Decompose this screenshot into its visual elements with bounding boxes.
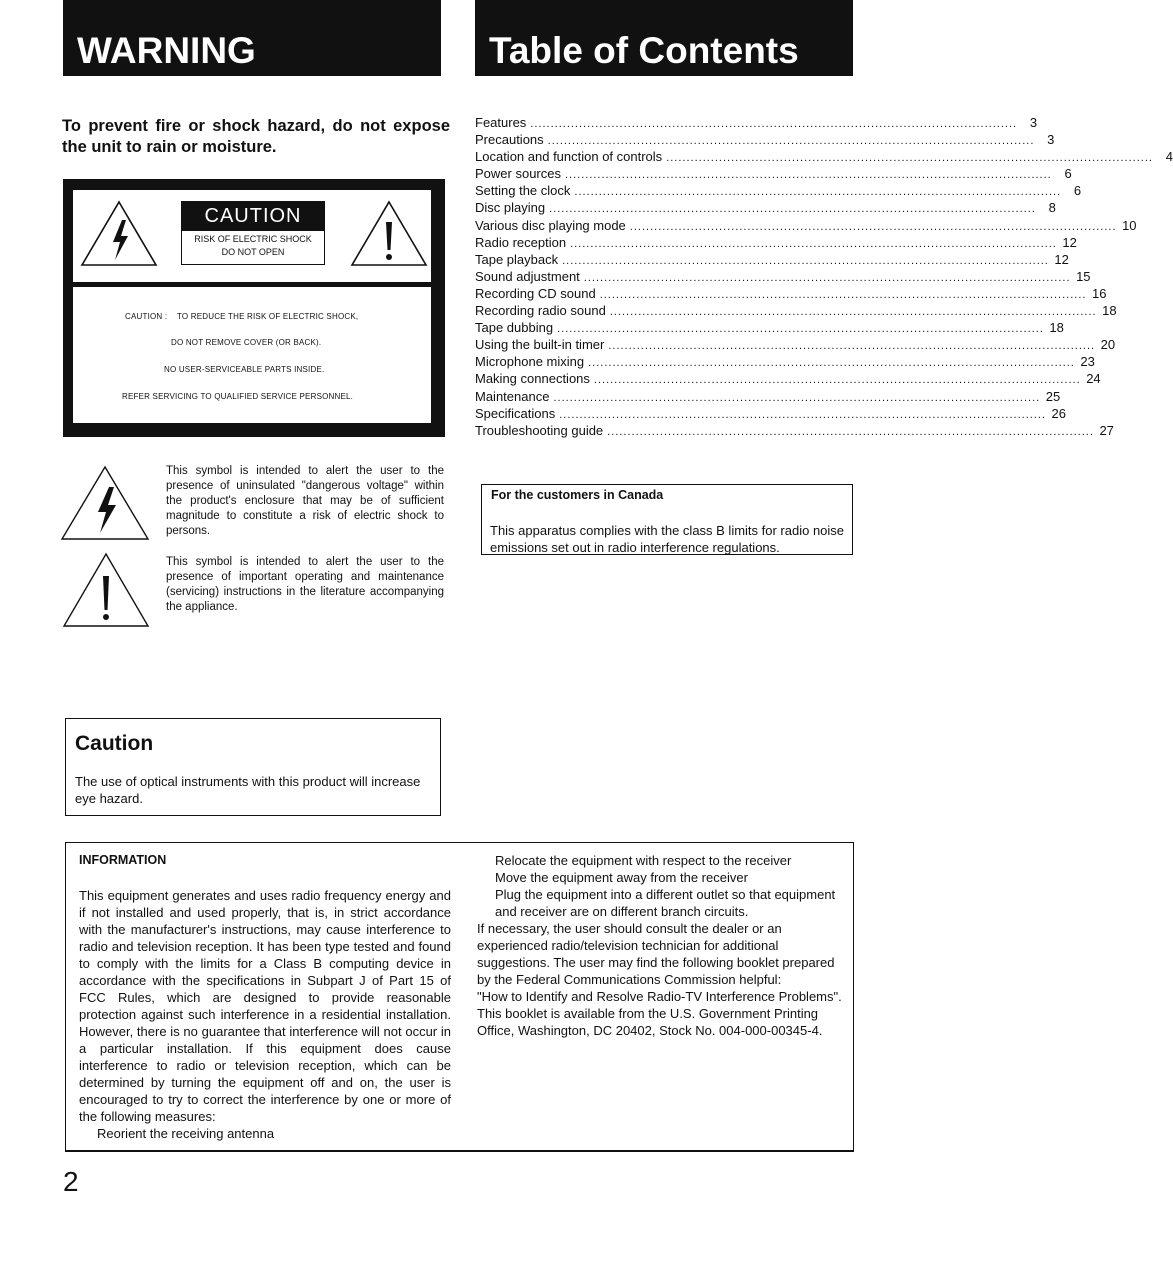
caution-title-box: CAUTION [181,201,325,231]
toc-item-page: 23 [1080,354,1095,370]
toc-item [475,115,1038,132]
caution-title: Caution [75,732,154,755]
information-advice: If necessary, the user should consult the dealer or an experienced radio/television technician for additional suggestions. The user may find the following booklet prepared by the Federal Communications Commission helpful: [477,921,835,987]
toc-item-page: 10 [1122,217,1137,233]
toc-item [475,371,1101,388]
toc-item-page: 15 [1076,268,1091,284]
toc-item [475,354,1095,371]
toc-item-page: 12 [1054,251,1069,267]
toc-item-leader: ........................................................................................................................ [570,237,1057,250]
toc-item-label: Recording radio sound [475,303,606,319]
information-left-column [79,887,451,1142]
toc-item-label: Disc playing [475,200,546,216]
toc-item [475,149,1173,166]
caution-body: The use of optical instruments with this product will increase eye hazard. [75,774,421,806]
symbol1-description: This symbol is intended to alert the user to the presence of uninsulated "dangerous voltage" within the product's enclosure that may be of sufficient magnitude to constitute a risk of electric shock to persons. [166,465,444,537]
information-title: INFORMATION [79,853,167,867]
toc-item-page: 18 [1049,320,1064,336]
label-line-1-text: TO REDUCE THE RISK OF ELECTRIC SHOCK, [176,312,359,321]
toc-item-page: 12 [1062,234,1077,250]
page-number: 2 [63,1166,79,1197]
caution-label-bottom [73,287,431,423]
lightning-symbol-icon [60,465,150,541]
toc-item-page: 16 [1091,285,1107,301]
toc-item-label: Microphone mixing [475,354,585,370]
warning-lead: To prevent fire or shock hazard, do not expose the unit to rain or moisture. [62,117,450,156]
toc-item [475,200,1056,217]
toc-item [475,320,1064,337]
toc-item-leader: ........................................................................................................................ [629,220,1117,233]
toc-item-label: Radio reception [475,234,567,250]
toc-item-page: 4 [1165,149,1173,165]
label-line-4: REFER SERVICING TO QUALIFIED SERVICE PERSONNEL. [122,392,354,401]
toc-item [475,337,1116,354]
toc-item-leader: ........................................................................................................................ [608,340,1096,353]
toc-item-leader: ........................................................................................................................ [547,135,1035,148]
measure-2: Relocate the equipment with respect to the receiver [495,853,792,868]
canada-title: For the customers in Canada [491,488,664,502]
exclamation-symbol-icon [62,552,150,628]
toc-item [475,234,1077,252]
toc-item-leader: ........................................................................................................................ [593,374,1081,387]
measure-1: Reorient the receiving antenna [97,1126,275,1141]
toc-item-page: 3 [1047,132,1055,148]
lightning-triangle-icon [80,200,158,268]
toc-item [475,303,1117,320]
toc-item-page: 26 [1051,405,1066,421]
toc-item [475,217,1137,235]
toc-item-leader: ........................................................................................................................ [574,186,1062,199]
toc-item-label: Various disc playing mode [475,217,626,233]
toc-item-label: Precautions [475,132,544,148]
toc-item [475,285,1107,303]
toc-item-page: 6 [1073,183,1082,199]
label-line-1 [125,312,358,321]
toc-list [475,115,1173,440]
toc-item-page: 8 [1048,200,1056,216]
toc-item-page: 24 [1086,371,1101,387]
toc-item-leader: ........................................................................................................................ [666,152,1153,165]
toc-item-leader: ........................................................................................................................ [559,408,1046,421]
exclamation-triangle-icon [350,200,428,268]
toc-heading: Table of Contents [475,0,853,76]
warning-heading: WARNING [63,0,441,76]
label-line-2: DO NOT REMOVE COVER (OR BACK). [171,338,322,347]
toc-item-label: Power sources [475,166,561,182]
information-paragraph: This equipment generates and uses radio frequency energy and if not installed and used properly, that is, in strict accordance with the manufacturer's instructions, may cause interference to radio and television reception. It has been type tested and found to comply with the limits for a Class B computing device in accordance with the specifications in Subpart J of Part 15 of FCC Rules, which are designed to provide reasonable protection against such interference in a residential installation. However, there is no guarantee that interference will not occur in a particular installation. If this equipment does cause interference to radio or television reception, which can be determined by turning the equipment off and on, the user is encouraged to try to correct the interference by one or more of the following measures: [79,888,451,1124]
toc-item-leader: ........................................................................................................................ [562,254,1049,267]
toc-item-leader: ........................................................................................................................ [609,306,1097,319]
toc-item-page: 18 [1102,303,1117,319]
measure-3: Move the equipment away from the receiver [495,870,748,885]
toc-item-page: 25 [1045,388,1061,404]
caution-subtitle-box [181,231,325,265]
toc-item-leader: ........................................................................................................................ [588,357,1075,370]
toc-item-label: Tape dubbing [475,320,554,336]
toc-item-leader: ........................................................................................................................ [599,288,1087,301]
toc-item-label: Maintenance [475,388,550,404]
toc-item-label: Making connections [475,371,590,387]
toc-item-label: Specifications [475,405,556,421]
toc-item-leader: ........................................................................................................................ [557,323,1044,336]
toc-item [475,132,1055,149]
toc-item-label: Features [475,115,527,130]
toc-item-label: Recording CD sound [475,285,596,301]
information-right-column [477,852,845,1039]
toc-item-label: Tape playback [475,251,559,267]
symbol2-description: This symbol is intended to alert the user to the presence of important operating and maintenance (servicing) instructions in the literature accompanying the appliance. [166,556,444,613]
toc-item-page: 6 [1064,166,1072,182]
toc-item-page: 20 [1100,337,1116,353]
toc-item-label: Troubleshooting guide [475,422,604,438]
label-line-1-prefix: CAUTION : [125,312,168,321]
canada-body: This apparatus complies with the class B limits for radio noise emissions set out in radio interference regulations. [490,523,845,555]
toc-item-leader: ........................................................................................................................ [553,391,1041,404]
toc-item-label: Location and function of controls [475,149,663,165]
toc-item-leader: ........................................................................................................................ [564,169,1052,182]
toc-item-leader: ........................................................................................................................ [549,203,1036,216]
label-line-3: NO USER-SERVICEABLE PARTS INSIDE. [164,365,325,374]
toc-item-leader: ........................................................................................................................ [607,425,1094,438]
toc-item [475,422,1114,440]
toc-item-page: 27 [1099,422,1114,438]
toc-item-label: Sound adjustment [475,268,580,284]
measure-4: Plug the equipment into a different outlet so that equipment and receiver are on different branch circuits. [495,887,836,919]
caution-sub-line1: RISK OF ELECTRIC SHOCK [194,234,312,244]
caution-sub-line2: DO NOT OPEN [221,247,285,257]
toc-item-label: Using the built-in timer [475,337,605,353]
toc-item-leader: ........................................................................................................................ [530,118,1018,130]
toc-item-leader: ........................................................................................................................ [583,271,1071,284]
toc-item [475,183,1082,200]
toc-item [475,251,1069,269]
information-booklet: "How to Identify and Resolve Radio-TV Interference Problems". This booklet is available from the U.S. Government Printing Office, Washington, DC 20402, Stock No. 004-000-00345-4. [477,989,842,1038]
toc-item-label: Setting the clock [475,183,571,199]
toc-item [475,268,1091,286]
toc-item [475,166,1072,183]
canada-box-top-line [481,484,853,485]
toc-item [475,405,1066,423]
toc-item-page: 3 [1029,115,1038,130]
toc-item [475,388,1061,406]
